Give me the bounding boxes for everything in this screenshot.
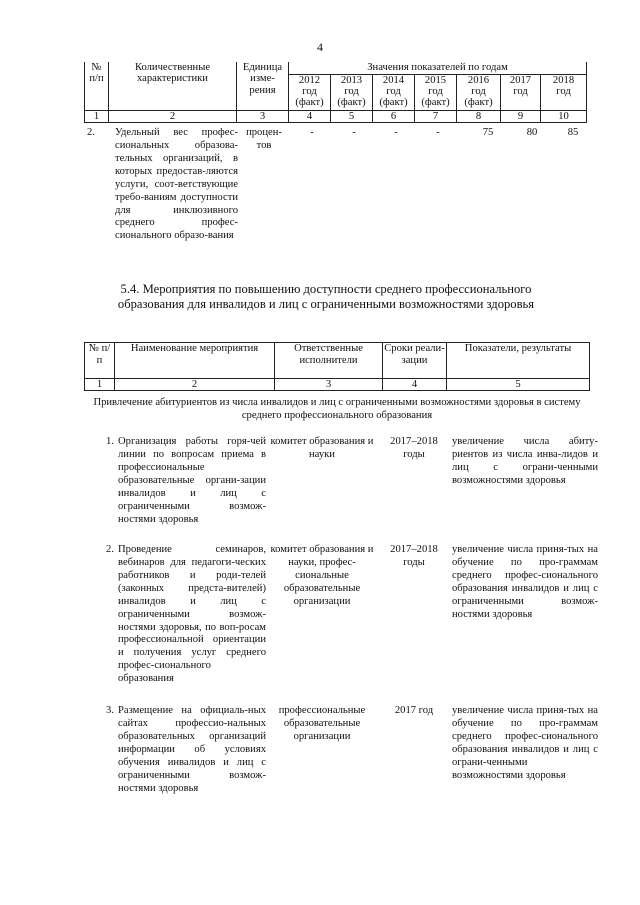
indicators-table-header xyxy=(84,62,587,123)
row-result: увеличение числа абиту-риентов из числа инва-лидов и лиц с ограни-ченными возможностями здоровья xyxy=(452,436,598,486)
row-result: увеличение числа приня-тых на обучение по про-граммам среднего профес-сионального образования инвалидов и лиц с ограниченными возмож-ностями здоровья xyxy=(452,544,598,620)
col-number: 3 xyxy=(237,110,289,122)
col-number: 4 xyxy=(289,110,331,122)
row-result: увеличение числа приня-тых на обучение по про-граммам среднего профес-сионального образования инвалидов и лиц с ограни-ченными возможностями здоровья xyxy=(452,705,598,781)
header-values-by-year: Значения показателей по годам xyxy=(289,62,587,74)
col-number: 2 xyxy=(109,110,237,122)
row-unit: процен-тов xyxy=(246,127,282,151)
row-number: 1. xyxy=(106,436,114,447)
col-number: 10 xyxy=(541,110,587,122)
header-terms: Сроки реали-зации xyxy=(383,343,447,379)
header-executors: Ответственные исполнители xyxy=(275,343,383,379)
row-number: 2. xyxy=(87,127,95,138)
header-year-2014: 2014 год (факт) xyxy=(373,74,415,110)
col-number: 1 xyxy=(85,379,115,391)
row-term: 2017–2018 годы xyxy=(390,436,438,460)
value-2012: - xyxy=(310,127,314,138)
row-name: Проведение семинаров, вебинаров для педагоги-ческих работников и роди-телей (законных предста-вителей) инвалидов и лиц с ограниченными возмож-ностями здоровья, по воп-росам профессиональной ориентации и получения услуг среднего профес-сионального образования xyxy=(118,544,266,685)
header-characteristics: Количественные характеристики xyxy=(109,62,237,110)
value-2015: - xyxy=(436,127,440,138)
subsection-title: Привлечение абитуриентов из числа инвалидов и лиц с ограниченными возможностями здоровья в систему среднего профессионального образования xyxy=(93,397,581,421)
value-2013: - xyxy=(352,127,356,138)
header-year-2015: 2015 год (факт) xyxy=(415,74,457,110)
value-2018: 85 xyxy=(567,127,579,138)
row-term: 2017–2018 годы xyxy=(390,544,438,568)
row-executor: комитет образования и науки, профес-сиональные образовательные организации xyxy=(270,544,374,607)
header-year-2012: 2012 год (факт) xyxy=(289,74,331,110)
col-number: 3 xyxy=(275,379,383,391)
header-name: Наименование мероприятия xyxy=(115,343,275,379)
col-number: 5 xyxy=(331,110,373,122)
col-number: 7 xyxy=(415,110,457,122)
col-number: 4 xyxy=(383,379,447,391)
indicators-table-row xyxy=(84,127,586,275)
row-executor: комитет образования и науки xyxy=(270,436,374,460)
header-year-2018: 2018 год xyxy=(541,74,587,110)
measures-table-header xyxy=(84,342,590,391)
header-year-2016: 2016 год (факт) xyxy=(457,74,501,110)
page-number: 4 xyxy=(317,40,323,54)
col-number: 6 xyxy=(373,110,415,122)
header-unit: Единица изме-рения xyxy=(237,62,289,110)
col-number: 9 xyxy=(501,110,541,122)
header-year-2017: 2017 год xyxy=(501,74,541,110)
header-num: № п/п xyxy=(85,62,109,110)
row-executor: профессиональные образовательные организации xyxy=(278,705,366,742)
header-year-2013: 2013 год (факт) xyxy=(331,74,373,110)
row-description: Удельный вес профес-сиональных образова-тельных организаций, в которых предостав-ляются услуги, соот-ветствующие требо-ваниям доступности для инклюзивного среднего профес-сионального образо-вания xyxy=(115,127,238,242)
col-number: 5 xyxy=(447,379,590,391)
row-name: Организация работы горя-чей линии по вопросам приема в профессиональные образовательные органи-зации инвалидов и лиц с ограниченными возмож-ностями здоровья xyxy=(118,436,266,525)
value-2014: - xyxy=(394,127,398,138)
header-results: Показатели, результаты xyxy=(447,343,590,379)
col-number: 2 xyxy=(115,379,275,391)
col-number: 1 xyxy=(85,110,109,122)
value-2017: 80 xyxy=(526,127,538,138)
row-number: 2. xyxy=(106,544,114,555)
section-heading: 5.4. Мероприятия по повышению доступности среднего профессионального образования для инвалидов и лиц с ограниченными возможностями здоровья xyxy=(117,282,535,311)
row-term: 2017 год xyxy=(394,705,434,716)
row-name: Размещение на официаль-ных сайтах профессио-нальных образовательных организаций информации об условиях обучения инвалидов и лиц с ограниченными возмож-ностями здоровья xyxy=(118,705,266,794)
col-number: 8 xyxy=(457,110,501,122)
header-num: № п/п xyxy=(85,343,115,379)
value-2016: 75 xyxy=(482,127,494,138)
row-number: 3. xyxy=(106,705,114,716)
